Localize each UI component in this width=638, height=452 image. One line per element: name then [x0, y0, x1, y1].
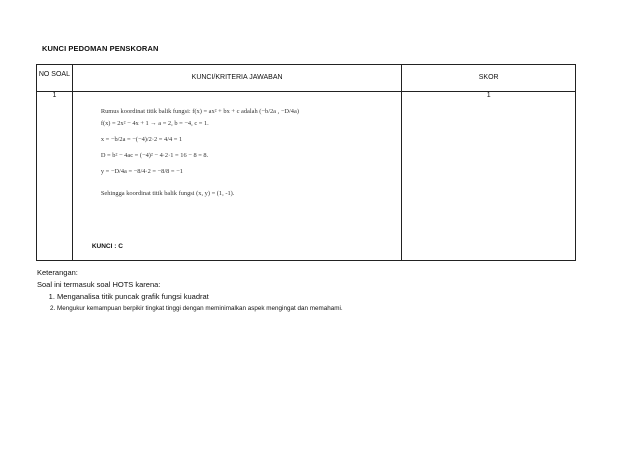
table-row [37, 92, 576, 261]
scoring-table [36, 64, 576, 261]
formula-line: Sehingga koordinat titik balik fungsi (x, y) = (1, -1). [100, 190, 235, 197]
document-title: KUNCI PEDOMAN PENSKORAN [42, 44, 159, 53]
table-header-row [37, 65, 576, 92]
list-item: 2. Mengukur kemampuan berpikir tingkat tinggi dengan meminimalkan aspek mengingat dan memahami. [57, 303, 343, 315]
notes-section [37, 267, 343, 315]
cell-question-number: 1 [37, 92, 73, 261]
notes-subheading: Soal ini termasuk soal HOTS karena: [37, 280, 161, 289]
cell-answer-criteria [72, 92, 402, 261]
header-skor [402, 65, 576, 92]
notes-heading: Keterangan: [37, 268, 78, 277]
header-no-soal-label: NO SOAL [38, 71, 70, 78]
header-kunci-label: KUNCI/KRITERIA JAWABAN [191, 74, 283, 81]
header-no-soal [37, 65, 73, 92]
notes-list [37, 291, 343, 315]
formula-line: y = −D/4a = −8/4·2 = −8/8 = −1 [100, 168, 183, 175]
list-item: 1. Menganalisa titik puncak grafik fungsi kuadrat [57, 291, 343, 303]
answer-key: KUNCI : C [91, 243, 123, 250]
formula-image [100, 106, 299, 200]
formula-line: Rumus koordinat titik balik fungsi: f(x) = ax² + bx + c adalah (−b/2a , −D/4a) [100, 108, 299, 115]
formula-line: x = −b/2a = −(−4)/2·2 = 4/4 = 1 [100, 136, 183, 143]
formula-line: f(x) = 2x² − 4x + 1 → a = 2, b = −4, c = 1. [100, 120, 209, 127]
header-skor-label: SKOR [478, 74, 499, 81]
cell-score: 1 [402, 92, 576, 261]
formula-line: D = b² − 4ac = (−4)² − 4·2·1 = 16 − 8 = 8. [100, 152, 209, 159]
header-kunci [72, 65, 402, 92]
